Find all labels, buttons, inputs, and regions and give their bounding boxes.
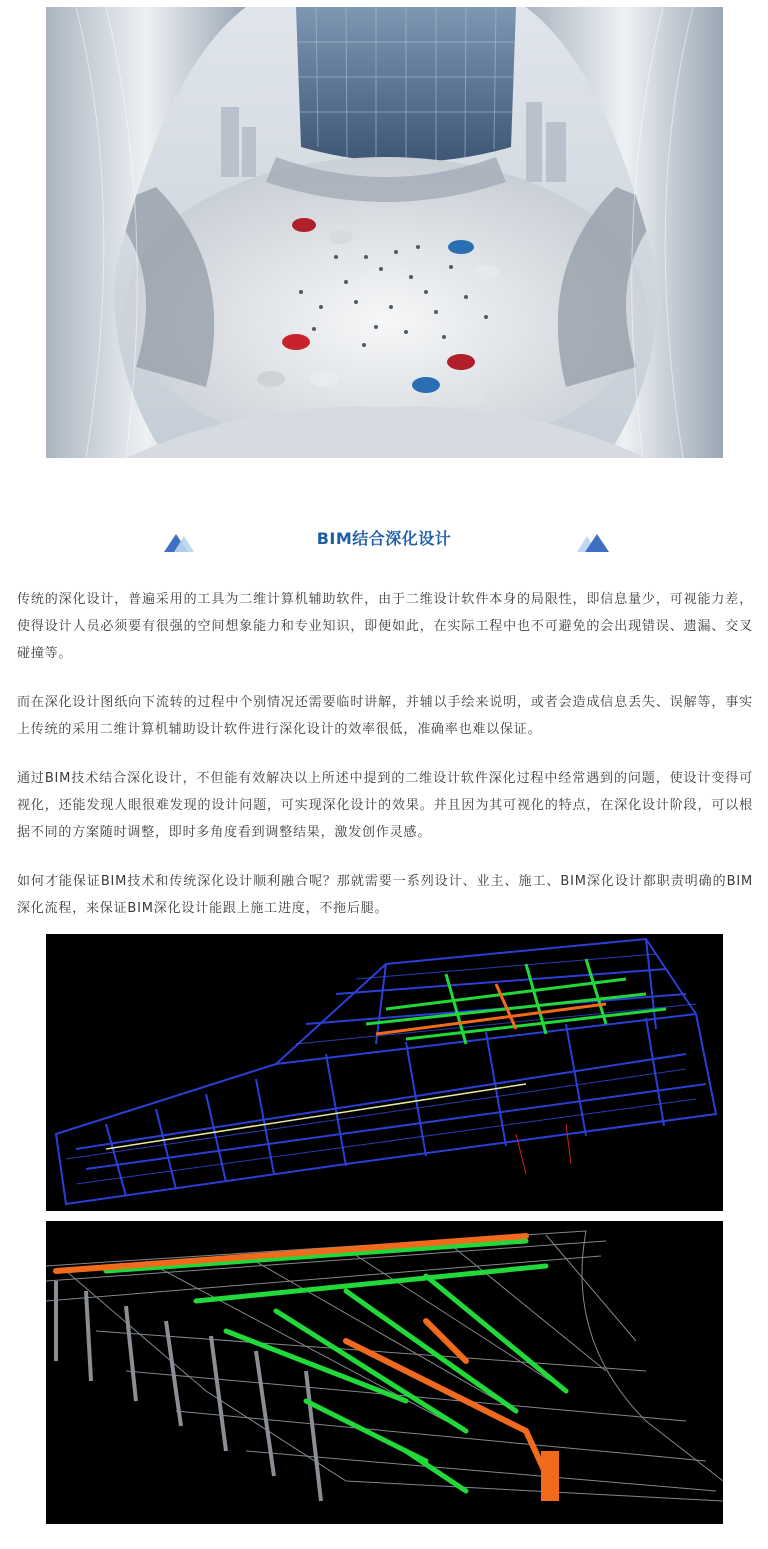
section-title: BIM结合深化设计 xyxy=(316,529,452,548)
paragraph: 通过BIM技术结合深化设计，不但能有效解决以上所述中提到的二维设计软件深化过程中经常遇到的问题，使设计变得可视化，还能发现人眼很难发现的设计问题，可实现深化设计的效果。并且因为其可视化的特点，在深化设计阶段，可以根据不同的方案随时调整，即时多角度看到调整结果，激发创作灵感。 xyxy=(17,771,753,840)
atrium-render-image xyxy=(46,7,723,458)
section-heading xyxy=(0,520,768,560)
paragraph: 如何才能保证BIM技术和传统深化设计顺利融合呢？那就需要一系列设计、业主、施工、BIM深化设计都职责明确的BIM深化流程，来保证BIM深化设计能跟上施工进度，不拖后腿。 xyxy=(17,874,753,916)
bim-mep-model-image xyxy=(46,1221,723,1524)
bim-structure-model-image xyxy=(46,934,723,1211)
article-body xyxy=(17,586,753,944)
paragraph: 传统的深化设计，普遍采用的工具为二维计算机辅助软件，由于二维设计软件本身的局限性，即信息量少，可视能力差，使得设计人员必须要有很强的空间想象能力和专业知识，即便如此，在实际工程中也不可避免的会出现错误、遗漏、交叉碰撞等。 xyxy=(17,592,753,661)
triangle-decoration-right-icon xyxy=(575,528,611,554)
paragraph: 而在深化设计图纸向下流转的过程中个别情况还需要临时讲解，并辅以手绘来说明，或者会造成信息丢失、误解等，事实上传统的采用二维计算机辅助设计软件进行深化设计的效率很低，准确率也难以保证。 xyxy=(17,695,753,737)
